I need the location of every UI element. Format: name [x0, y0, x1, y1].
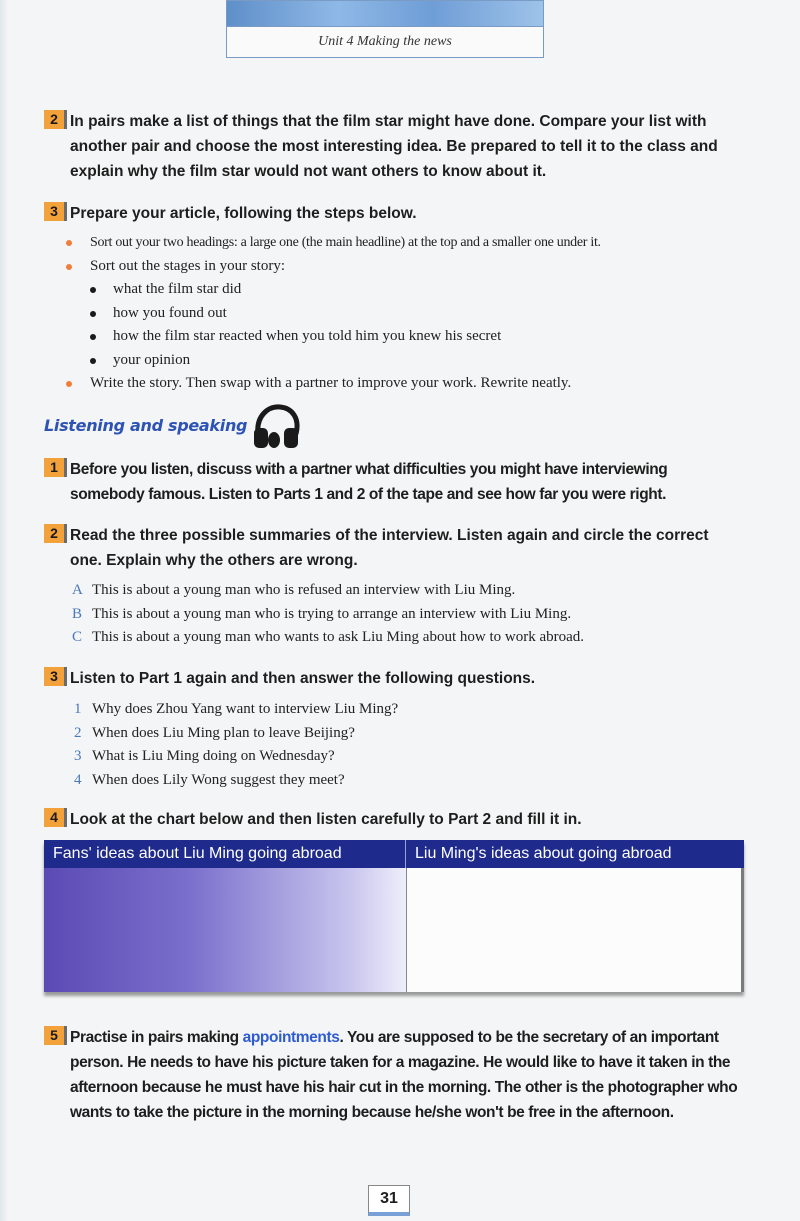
task-text: In pairs make a list of things that the film star might have done. Compare your list with another pair and choose the most interesting idea. Be prepared to tell it to the class and explain why the film star would not want others to know about it.	[70, 113, 718, 180]
highlighted-word: appointments	[242, 1029, 340, 1046]
header-banner	[226, 0, 544, 27]
option-label: A	[72, 582, 83, 598]
liu-ming-answer-cell[interactable]	[407, 868, 744, 992]
task-text: Practise in pairs making appointments. You are supposed to be the secretary of an important person. He needs to have his picture taken for a magazine. He would like to have it taken in the afternoon because he must have his hair cut in the morning. The other is the photographer who wants to take the picture in the morning because he/she won't be free in the afternoon.	[70, 1029, 738, 1121]
bullet-icon	[90, 358, 96, 364]
ideas-chart	[44, 840, 744, 992]
headphones-icon	[250, 404, 302, 450]
chart-header-fans: Fans' ideas about Liu Ming going abroad	[44, 840, 406, 868]
question-number: 3	[74, 748, 82, 764]
chart-body	[44, 868, 744, 992]
task-number: 1	[44, 458, 67, 477]
listening-task-2	[44, 523, 744, 573]
task-number: 2	[44, 110, 67, 129]
question-number: 4	[74, 771, 82, 788]
unit-title: Unit 4 Making the news	[226, 26, 544, 58]
task-number: 2	[44, 524, 67, 543]
task-text: Read the three possible summaries of the interview. Listen again and circle the correct one. Explain why the others are wrong.	[70, 527, 709, 569]
option-label: B	[72, 605, 83, 622]
chart-header	[44, 840, 744, 868]
option-label: C	[72, 629, 83, 645]
bullet-icon	[66, 381, 72, 387]
task-text: Before you listen, discuss with a partner what difficulties you might have interviewing somebody famous. Listen to Parts 1 and 2 of the tape and see how far you were right.	[70, 461, 668, 503]
listening-task-5	[44, 1025, 744, 1125]
task-number: 4	[44, 808, 67, 827]
question-number: 1	[74, 701, 82, 717]
page-edge	[0, 0, 8, 1221]
task-number: 3	[44, 667, 67, 686]
fans-answer-cell[interactable]	[44, 868, 407, 992]
listening-task-1	[44, 457, 744, 507]
writing-task-3	[44, 201, 744, 226]
page-number: 31	[368, 1185, 410, 1216]
section-heading: Listening and speaking	[44, 416, 248, 435]
bullet-icon	[66, 264, 72, 270]
writing-task-2	[44, 109, 744, 184]
task-text: Prepare your article, following the steps below.	[70, 205, 417, 222]
listening-task-3	[44, 666, 744, 691]
task-text: Look at the chart below and then listen carefully to Part 2 and fill it in.	[70, 811, 582, 828]
bullet-icon	[90, 311, 96, 317]
question-number: 2	[74, 724, 82, 741]
task-number: 5	[44, 1026, 67, 1045]
bullet-icon	[66, 240, 72, 246]
task-number: 3	[44, 202, 67, 221]
listening-task-4	[44, 807, 744, 832]
chart-header-liu-ming: Liu Ming's ideas about going abroad	[415, 845, 672, 862]
bullet-icon	[90, 287, 96, 293]
bullet-icon	[90, 334, 96, 340]
task-text: Listen to Part 1 again and then answer the following questions.	[70, 670, 536, 687]
